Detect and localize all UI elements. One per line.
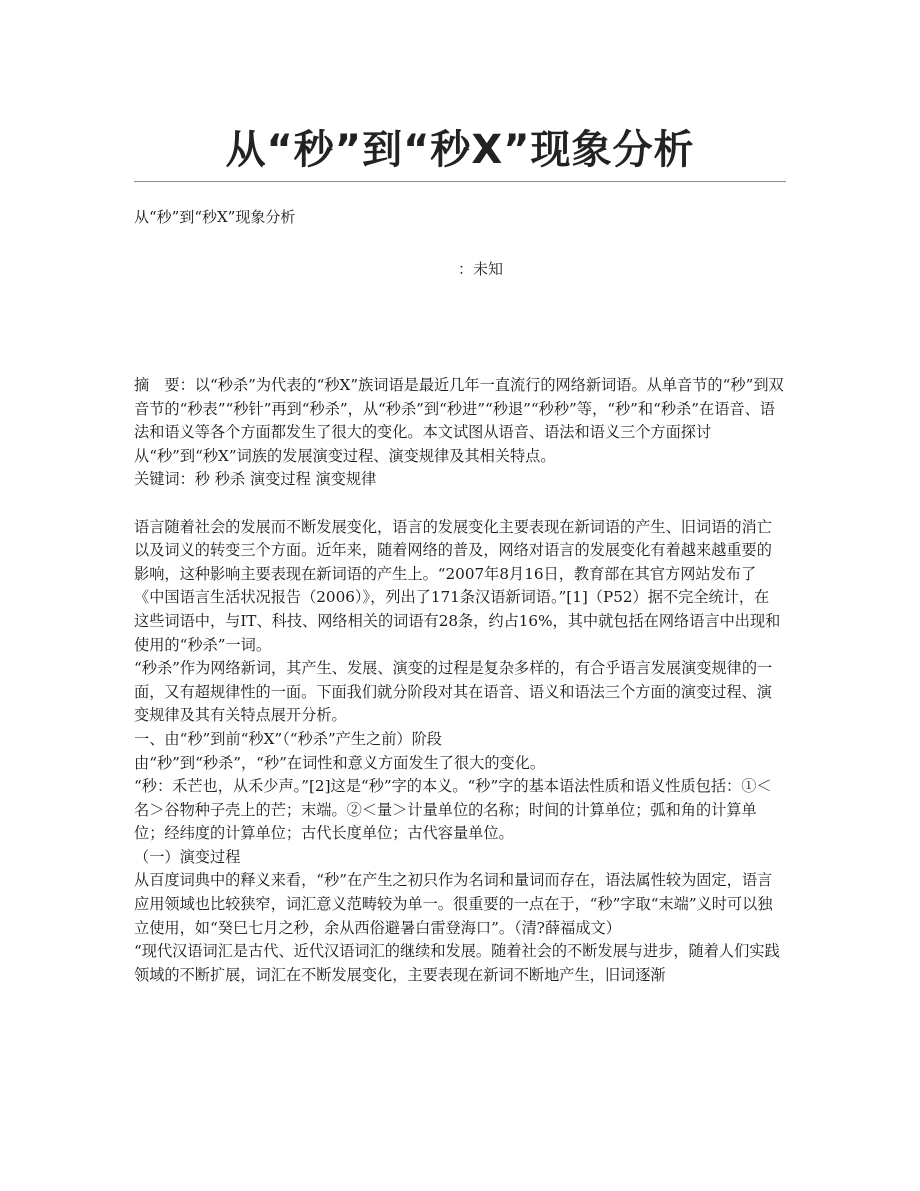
document-author: ：未知	[458, 260, 504, 278]
body-paragraph: 从百度词典中的释义来看，“秒”在产生之初只作为名词和量词而存在，语法属性较为固定，语言应用领域也比较狭窄，词汇意义范畴较为单一。很重要的一点在于，“秒”字取“末端”义时可以独立使用，如“癸巳七月之秒，余从西俗避暑白雷登海口”。（清?薛福成文）	[134, 871, 773, 937]
section-heading: 一、由“秒”到前“秒X”（“秒杀”产生之前）阶段	[134, 729, 442, 748]
keywords-line: 关键词：秒 秒杀 演变过程 演变规律	[134, 470, 377, 489]
paragraph-gap	[134, 492, 784, 516]
document-body	[134, 374, 784, 987]
body-paragraph: 由“秒”到“秒杀”，“秒”在词性和意义方面发生了很大的变化。	[134, 753, 546, 772]
document-title: 从“秒”到“秒X”现象分析	[225, 127, 695, 173]
body-paragraph: “现代汉语词汇是古代、近代汉语词汇的继续和发展。随着社会的不断发展与进步，随着人们实践领域的不断扩展，词汇在不断发展变化，主要表现在新词不断地产生，旧词逐渐	[134, 942, 780, 984]
body-paragraph: “秒：禾芒也，从禾少声。”[2]这是“秒”字的本义。“秒”字的基本语法性质和语义性质包括：①＜名＞谷物种子壳上的芒；末端。②＜量＞计量单位的名称；时间的计算单位；弧和角的计算单位；经纬度的计算单位；古代长度单位；古代容量单位。	[134, 777, 772, 843]
title-divider	[134, 181, 786, 182]
body-paragraph: “秒杀”作为网络新词，其产生、发展、演变的过程是复杂多样的，有合乎语言发展演变规律的一面，又有超规律性的一面。下面我们就分阶段对其在语音、语义和语法三个方面的演变过程、演变规律及其有关特点展开分析。	[134, 659, 773, 725]
abstract-paragraph: 摘 要：以“秒杀”为代表的“秒X”族词语是最近几年一直流行的网络新词语。从单音节的“秒”到双音节的“秒表”“秒针”再到“秒杀”，从“秒杀”到“秒进”“秒退”“秒秒”等，“秒”和“秒杀”在语音、语法和语义等各个方面都发生了很大的变化。本文试图从语音、语法和语义三个方面探讨从“秒”到“秒X”词族的发展演变过程、演变规律及其相关特点。	[134, 376, 784, 465]
subsection-heading: （一）演变过程	[134, 847, 241, 866]
body-paragraph: 语言随着社会的发展而不断发展变化，语言的发展变化主要表现在新词语的产生、旧词语的消亡以及词义的转变三个方面。近年来，随着网络的普及，网络对语言的发展变化有着越来越重要的影响，这种影响主要表现在新词语的产生上。“2007年8月16日，教育部在其官方网站发布了《中国语言生活状况报告（2006）》，列出了171条汉语新词语。”[1]（P52）据不完全统计，在这些词语中，与IT、科技、网络相关的词语有28条，约占16%，其中就包括在网络语言中出现和使用的“秒杀”一词。	[134, 517, 781, 654]
document-subtitle: 从“秒”到“秒X”现象分析	[134, 208, 296, 226]
